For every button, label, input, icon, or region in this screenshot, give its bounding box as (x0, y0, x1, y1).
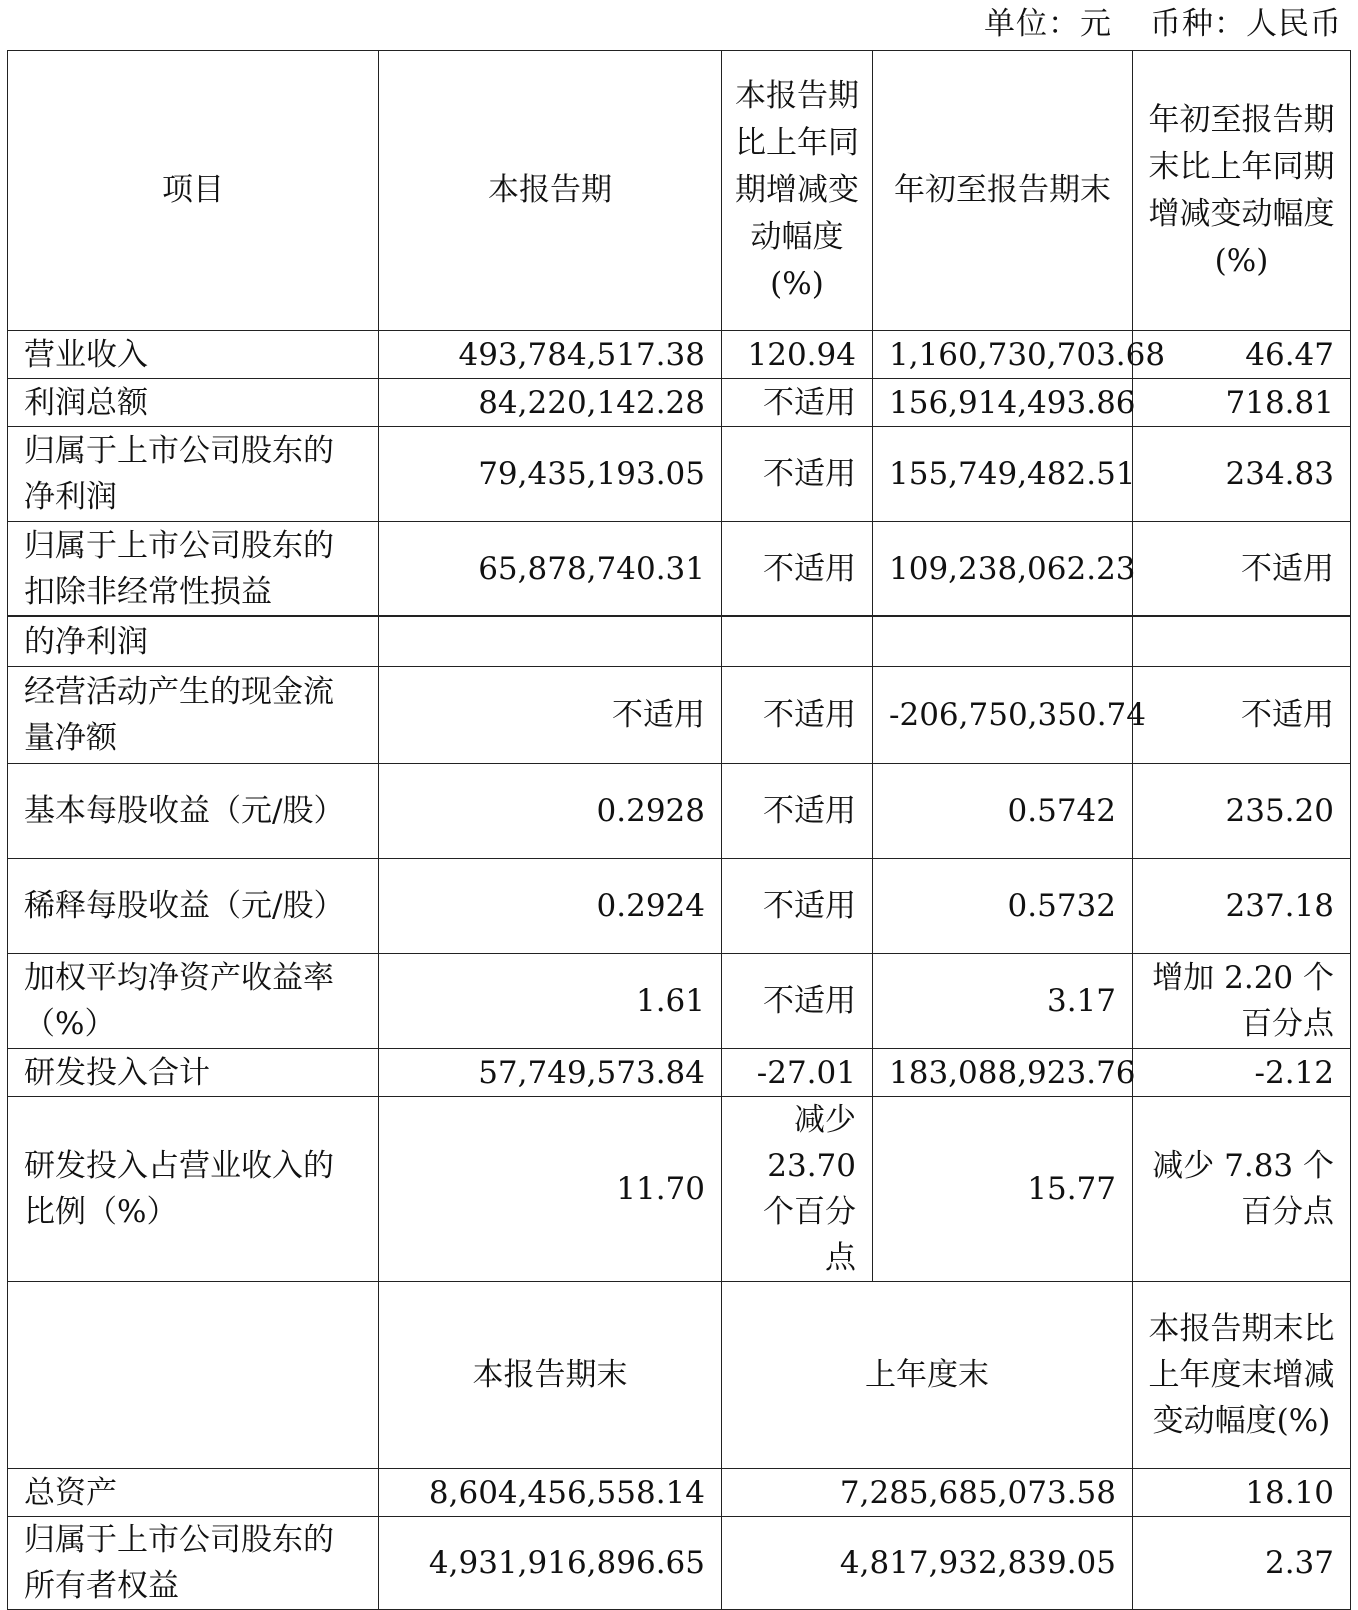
row-label-continued: 的净利润 (8, 617, 379, 667)
cell-change: 不适用 (722, 954, 873, 1049)
cell-last-year-end: 4,817,932,839.05 (722, 1517, 1133, 1610)
row-label: 研发投入合计 (8, 1049, 379, 1097)
row-label: 总资产 (8, 1469, 379, 1517)
cell-change: 不适用 (722, 522, 873, 616)
cell-current: 0.2924 (379, 859, 722, 954)
cell-ytd-change: 237.18 (1133, 859, 1351, 954)
cell-ytd: -206,750,350.74 (873, 667, 1133, 764)
table-row (8, 331, 1351, 379)
cell-change: 18.10 (1133, 1469, 1351, 1517)
table-row (8, 954, 1351, 1049)
header-period-end-change: 本报告期末比上年度末增减变动幅度(%) (1133, 1282, 1351, 1469)
cell-change: 120.94 (722, 331, 873, 379)
cell-current: 11.70 (379, 1097, 722, 1282)
cell-change: 不适用 (722, 667, 873, 764)
header-period-end: 本报告期末 (379, 1282, 722, 1469)
cell-change: 减少 23.70 个百分点 (722, 1097, 873, 1282)
cell-ytd: 1,160,730,703.68 (873, 331, 1133, 379)
cell-ytd-change: -2.12 (1133, 1049, 1351, 1097)
cell-current: 79,435,193.05 (379, 427, 722, 522)
empty-cell (1133, 617, 1351, 667)
header-item: 项目 (8, 51, 379, 331)
table-row (8, 1049, 1351, 1097)
financial-table-part1 (7, 50, 1351, 616)
cell-period-end: 8,604,456,558.14 (379, 1469, 722, 1517)
empty-cell (873, 617, 1133, 667)
header-row (8, 51, 1351, 331)
cell-change: 不适用 (722, 379, 873, 427)
cell-current: 493,784,517.38 (379, 331, 722, 379)
cell-change: 不适用 (722, 859, 873, 954)
cell-current: 65,878,740.31 (379, 522, 722, 616)
empty-cell (379, 617, 722, 667)
header-ytd-change: 年初至报告期末比上年同期增减变动幅度(%) (1133, 51, 1351, 331)
table-row (8, 1469, 1351, 1517)
header-current-period: 本报告期 (379, 51, 722, 331)
row-label: 利润总额 (8, 379, 379, 427)
unit-label: 单位：元 (984, 6, 1112, 42)
row-label: 加权平均净资产收益率（%） (8, 954, 379, 1049)
cell-ytd: 0.5742 (873, 764, 1133, 859)
row-label: 归属于上市公司股东的净利润 (8, 427, 379, 522)
cell-current: 1.61 (379, 954, 722, 1049)
header-row-2 (8, 1282, 1351, 1469)
table-row (8, 1517, 1351, 1610)
header-ytd: 年初至报告期末 (873, 51, 1133, 331)
cell-change: 2.37 (1133, 1517, 1351, 1610)
cell-ytd-change: 234.83 (1133, 427, 1351, 522)
cell-ytd: 109,238,062.23 (873, 522, 1133, 616)
financial-table-part2 (7, 616, 1351, 1610)
header-current-change: 本报告期比上年同期增减变动幅度(%) (722, 51, 873, 331)
cell-ytd: 0.5732 (873, 859, 1133, 954)
cell-ytd: 183,088,923.76 (873, 1049, 1133, 1097)
table-row-continued (8, 617, 1351, 667)
row-label: 经营活动产生的现金流量净额 (8, 667, 379, 764)
cell-ytd-change: 减少 7.83 个百分点 (1133, 1097, 1351, 1282)
table-row (8, 859, 1351, 954)
table-row (8, 427, 1351, 522)
empty-cell (8, 1282, 379, 1469)
table-row (8, 1097, 1351, 1282)
table-row (8, 667, 1351, 764)
header-last-year-end: 上年度末 (722, 1282, 1133, 1469)
row-label: 稀释每股收益（元/股） (8, 859, 379, 954)
unit-currency-line (984, 2, 1342, 46)
row-label: 营业收入 (8, 331, 379, 379)
cell-change: 不适用 (722, 764, 873, 859)
currency-label: 币种：人民币 (1150, 6, 1342, 42)
cell-ytd-change: 718.81 (1133, 379, 1351, 427)
cell-ytd-change: 46.47 (1133, 331, 1351, 379)
cell-ytd: 156,914,493.86 (873, 379, 1133, 427)
cell-current: 0.2928 (379, 764, 722, 859)
cell-ytd: 3.17 (873, 954, 1133, 1049)
cell-change: -27.01 (722, 1049, 873, 1097)
cell-last-year-end: 7,285,685,073.58 (722, 1469, 1133, 1517)
empty-cell (722, 617, 873, 667)
cell-period-end: 4,931,916,896.65 (379, 1517, 722, 1610)
table-row (8, 522, 1351, 616)
cell-current: 84,220,142.28 (379, 379, 722, 427)
row-label: 归属于上市公司股东的所有者权益 (8, 1517, 379, 1610)
cell-ytd-change: 不适用 (1133, 667, 1351, 764)
row-label: 研发投入占营业收入的比例（%） (8, 1097, 379, 1282)
cell-ytd: 15.77 (873, 1097, 1133, 1282)
cell-ytd-change: 不适用 (1133, 522, 1351, 616)
cell-ytd: 155,749,482.51 (873, 427, 1133, 522)
table-row (8, 379, 1351, 427)
cell-current: 57,749,573.84 (379, 1049, 722, 1097)
row-label: 基本每股收益（元/股） (8, 764, 379, 859)
cell-ytd-change: 增加 2.20 个百分点 (1133, 954, 1351, 1049)
cell-change: 不适用 (722, 427, 873, 522)
row-label: 归属于上市公司股东的扣除非经常性损益 (8, 522, 379, 616)
cell-ytd-change: 235.20 (1133, 764, 1351, 859)
table-row (8, 764, 1351, 859)
cell-current: 不适用 (379, 667, 722, 764)
